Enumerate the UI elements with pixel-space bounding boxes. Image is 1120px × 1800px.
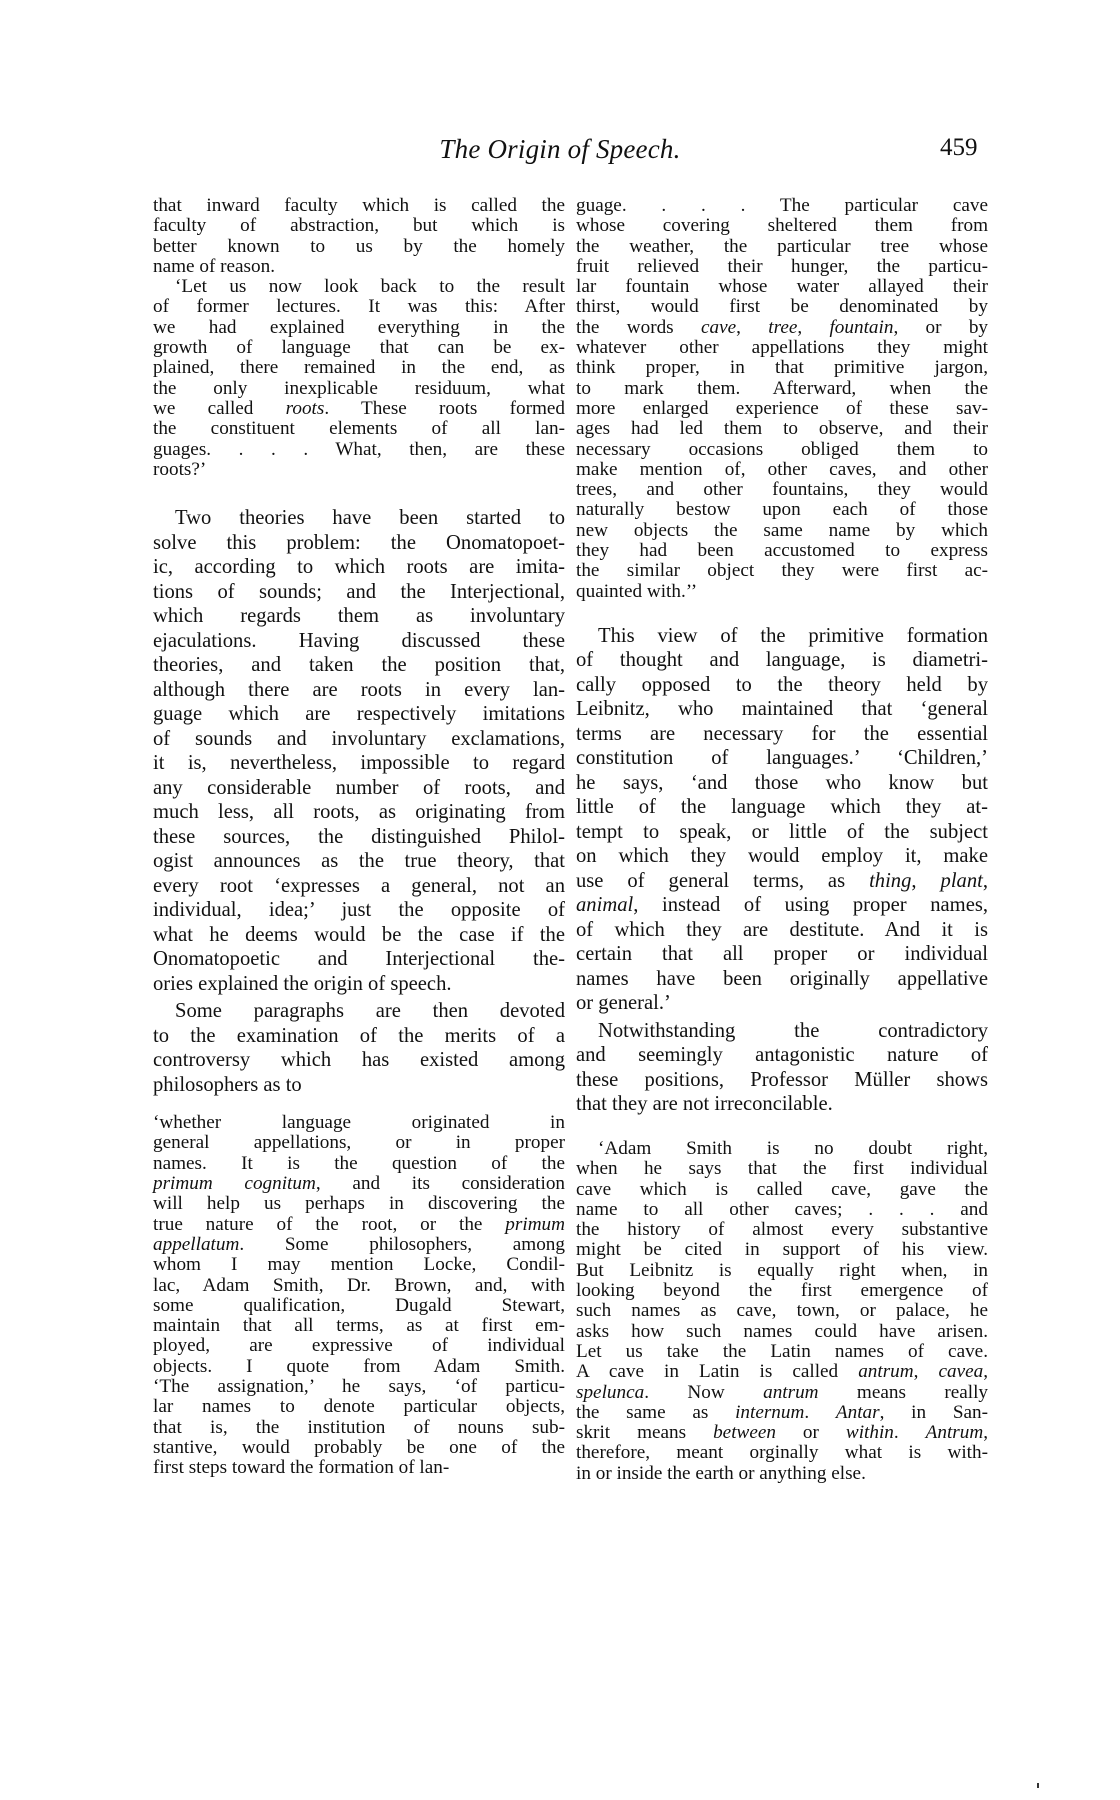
text-line: fruit relieved their hunger, the particu- <box>576 255 988 277</box>
text-line: general appellations, or in proper <box>153 1132 565 1154</box>
text-line: controversy which has existed among <box>153 1049 565 1072</box>
text-line: guages. . . . What, then, are these <box>153 438 565 460</box>
quote-block-general-appellations <box>153 1113 565 1478</box>
text-line: to mark them. Afterward, when the <box>576 377 988 399</box>
text-line: solve this problem: the Onomatopoet- <box>153 531 565 554</box>
text-line: of which they are destitute. And it is <box>576 918 988 941</box>
text-line: quainted with.’’ <box>576 580 698 602</box>
text-line: skrit means between or within. Antrum, <box>576 1422 989 1444</box>
text-line: names have been originally appellative <box>576 967 988 990</box>
text-line: any considerable number of roots, and <box>153 776 565 799</box>
text-line: in or inside the earth or anything else. <box>576 1462 866 1484</box>
text-line: Two theories have been started to <box>175 507 565 530</box>
text-line: true nature of the root, or the primum <box>153 1213 565 1235</box>
text-line: theories, and taken the position that, <box>153 654 565 677</box>
text-line: on which they would employ it, make <box>576 845 988 868</box>
text-line: lar names to denote particular objects, <box>153 1396 565 1418</box>
paragraph-leibnitz-view <box>576 624 988 1016</box>
text-line: ages had led them to observe, and their <box>576 418 988 440</box>
text-line: Let us take the Latin names of cave. <box>576 1340 988 1362</box>
text-line: first steps toward the formation of lan- <box>153 1457 450 1479</box>
quote-block-adam-smith-right <box>576 1139 988 1484</box>
text-line: the only inexplicable residuum, what <box>153 377 565 399</box>
text-line: Onomatopoetic and Interjectional the- <box>153 948 565 971</box>
running-title: The Origin of Speech. <box>439 134 681 164</box>
text-line: which regards them as involuntary <box>153 605 565 628</box>
text-line: tions of sounds; and the Interjectional, <box>153 580 565 603</box>
paragraph-two-theories <box>153 506 565 996</box>
text-line: A cave in Latin is called antrum, cavea, <box>576 1361 989 1383</box>
quote-block-lectures <box>153 196 565 480</box>
text-line: name to all other caves; . . . and <box>576 1198 988 1220</box>
scan-speck <box>1037 1783 1039 1788</box>
text-line: asks how such names could have arisen. <box>576 1320 988 1342</box>
text-line: much less, all roots, as originating from <box>153 801 565 824</box>
text-line: these positions, Professor Müller shows <box>576 1068 988 1091</box>
quote-block-adam-smith-continued <box>576 196 988 602</box>
paragraph-notwithstanding <box>576 1019 988 1117</box>
text-line: of former lectures. It was this: After <box>153 296 565 318</box>
text-line: ories explained the origin of speech. <box>153 972 452 995</box>
text-line: ‘The assignation,’ he says, ‘of particu- <box>153 1376 565 1398</box>
text-line: necessary occasions obliged them to <box>576 438 988 460</box>
text-line: of sounds and involuntary exclamations, <box>153 727 565 750</box>
text-line: individual, idea;’ just the opposite of <box>153 899 565 922</box>
text-line: naturally bestow upon each of those <box>576 499 988 521</box>
right-column <box>576 196 988 1484</box>
text-line: the same as internum. Antar, in San- <box>576 1401 988 1423</box>
text-line: although there are roots in every lan- <box>153 678 565 701</box>
text-line: think proper, in that primitive jargon, <box>576 357 988 379</box>
text-line: spelunca. Now antrum means really <box>576 1381 988 1403</box>
text-line: ployed, are expressive of individual <box>153 1335 565 1357</box>
text-line: growth of language that can be ex- <box>153 337 565 359</box>
text-line: that is, the institution of nouns sub- <box>153 1416 565 1438</box>
text-line: that they are not irreconcilable. <box>576 1093 833 1116</box>
text-line: ejaculations. Having discussed these <box>153 629 565 652</box>
text-line: trees, and other fountains, they would <box>576 479 988 501</box>
text-line: when he says that the first individual <box>576 1158 988 1180</box>
text-line: better known to us by the homely <box>153 235 565 257</box>
left-column <box>153 196 565 1479</box>
text-line: names. It is the question of the <box>153 1152 565 1174</box>
text-line: might be cited in support of his view. <box>576 1239 988 1261</box>
text-line: of thought and language, is diametri- <box>576 649 988 672</box>
text-line: whatever other appellations they might <box>576 337 988 359</box>
text-line: make mention of, other caves, and other <box>576 458 988 480</box>
text-line: and seemingly antagonistic nature of <box>576 1044 988 1067</box>
text-line: lar fountain whose water allayed their <box>576 276 988 298</box>
text-line: philosophers as to <box>153 1073 302 1096</box>
text-line: whom I may mention Locke, Condil- <box>153 1254 565 1276</box>
text-line: guage. . . . The particular cave <box>576 195 988 216</box>
text-line: more enlarged experience of these sav- <box>576 397 988 419</box>
text-line: little of the language which they at- <box>576 796 988 819</box>
text-line: to the examination of the merits of a <box>153 1024 565 1047</box>
text-line: certain that all proper or individual <box>576 943 988 966</box>
text-line: therefore, meant orginally what is with- <box>576 1442 988 1464</box>
text-line: ogist announces as the true theory, that <box>153 850 565 873</box>
text-line: tempt to speak, or little of the subject <box>576 820 988 843</box>
text-line: stantive, would probably be one of the <box>153 1436 565 1458</box>
text-line: will help us perhaps in discovering the <box>153 1193 565 1215</box>
text-line: constitution of languages.’ ‘Children,’ <box>576 747 988 770</box>
text-line: they had been accustomed to express <box>576 540 988 562</box>
text-line: it is, nevertheless, impossible to regard <box>153 752 565 775</box>
text-line: terms are necessary for the essential <box>576 722 988 745</box>
text-line: we called roots. These roots formed <box>153 397 565 419</box>
text-line: that inward faculty which is called the <box>153 195 565 216</box>
text-line: thirst, would first be denominated by <box>576 296 988 318</box>
text-line: Leibnitz, who maintained that ‘general <box>576 698 988 721</box>
text-line: plained, there remained in the end, as <box>153 357 565 379</box>
text-line: the similar object they were first ac- <box>576 560 988 582</box>
text-line: ic, according to which roots are imita- <box>153 556 565 579</box>
text-line: these sources, the distinguished Philol- <box>153 825 565 848</box>
text-line: cally opposed to the theory held by <box>576 673 988 696</box>
text-line: This view of the primitive formation <box>598 624 988 647</box>
text-line: looking beyond the first emergence of <box>576 1280 988 1302</box>
text-line: every root ‘expresses a general, not an <box>153 874 565 897</box>
text-line: or general.’ <box>576 992 671 1015</box>
text-line: guage which are respectively imitations <box>153 703 565 726</box>
text-line: use of general terms, as thing, plant, <box>576 869 989 892</box>
text-line: some qualification, Dugald Stewart, <box>153 1294 565 1316</box>
text-line: ‘Adam Smith is no doubt right, <box>598 1137 988 1159</box>
text-line: faculty of abstraction, but which is <box>153 215 565 237</box>
text-line: the history of almost every substantive <box>576 1219 988 1241</box>
text-line: Some paragraphs are then devoted <box>175 1000 565 1023</box>
text-line: ‘whether language originated in <box>153 1112 565 1134</box>
text-line: animal, instead of using proper names, <box>576 894 988 917</box>
text-line: maintain that all terms, as at first em- <box>153 1315 565 1337</box>
text-line: But Leibnitz is equally right when, in <box>576 1259 988 1281</box>
text-line: lac, Adam Smith, Dr. Brown, and, with <box>153 1274 565 1296</box>
page-number: 459 <box>940 134 978 161</box>
text-line: appellatum. Some philosophers, among <box>153 1233 565 1255</box>
text-line: ‘Let us now look back to the result <box>175 276 565 298</box>
paragraph-some-paragraphs <box>153 999 565 1097</box>
text-line: new objects the same name by which <box>576 519 988 541</box>
text-line: roots?’ <box>153 458 207 480</box>
text-line: whose covering sheltered them from <box>576 215 988 237</box>
text-line: the constituent elements of all lan- <box>153 418 565 440</box>
text-line: name of reason. <box>153 255 276 277</box>
text-line: the weather, the particular tree whose <box>576 235 988 257</box>
text-line: the words cave, tree, fountain, or by <box>576 316 989 338</box>
text-line: objects. I quote from Adam Smith. <box>153 1355 565 1377</box>
text-line: primum cognitum, and its consideration <box>153 1173 566 1195</box>
text-line: what he deems would be the case if the <box>153 923 565 946</box>
text-line: cave which is called cave, gave the <box>576 1178 988 1200</box>
text-line: such names as cave, town, or palace, he <box>576 1300 988 1322</box>
text-line: we had explained everything in the <box>153 316 565 338</box>
text-line: Notwithstanding the contradictory <box>598 1019 988 1042</box>
text-line: he says, ‘and those who know but <box>576 771 988 794</box>
